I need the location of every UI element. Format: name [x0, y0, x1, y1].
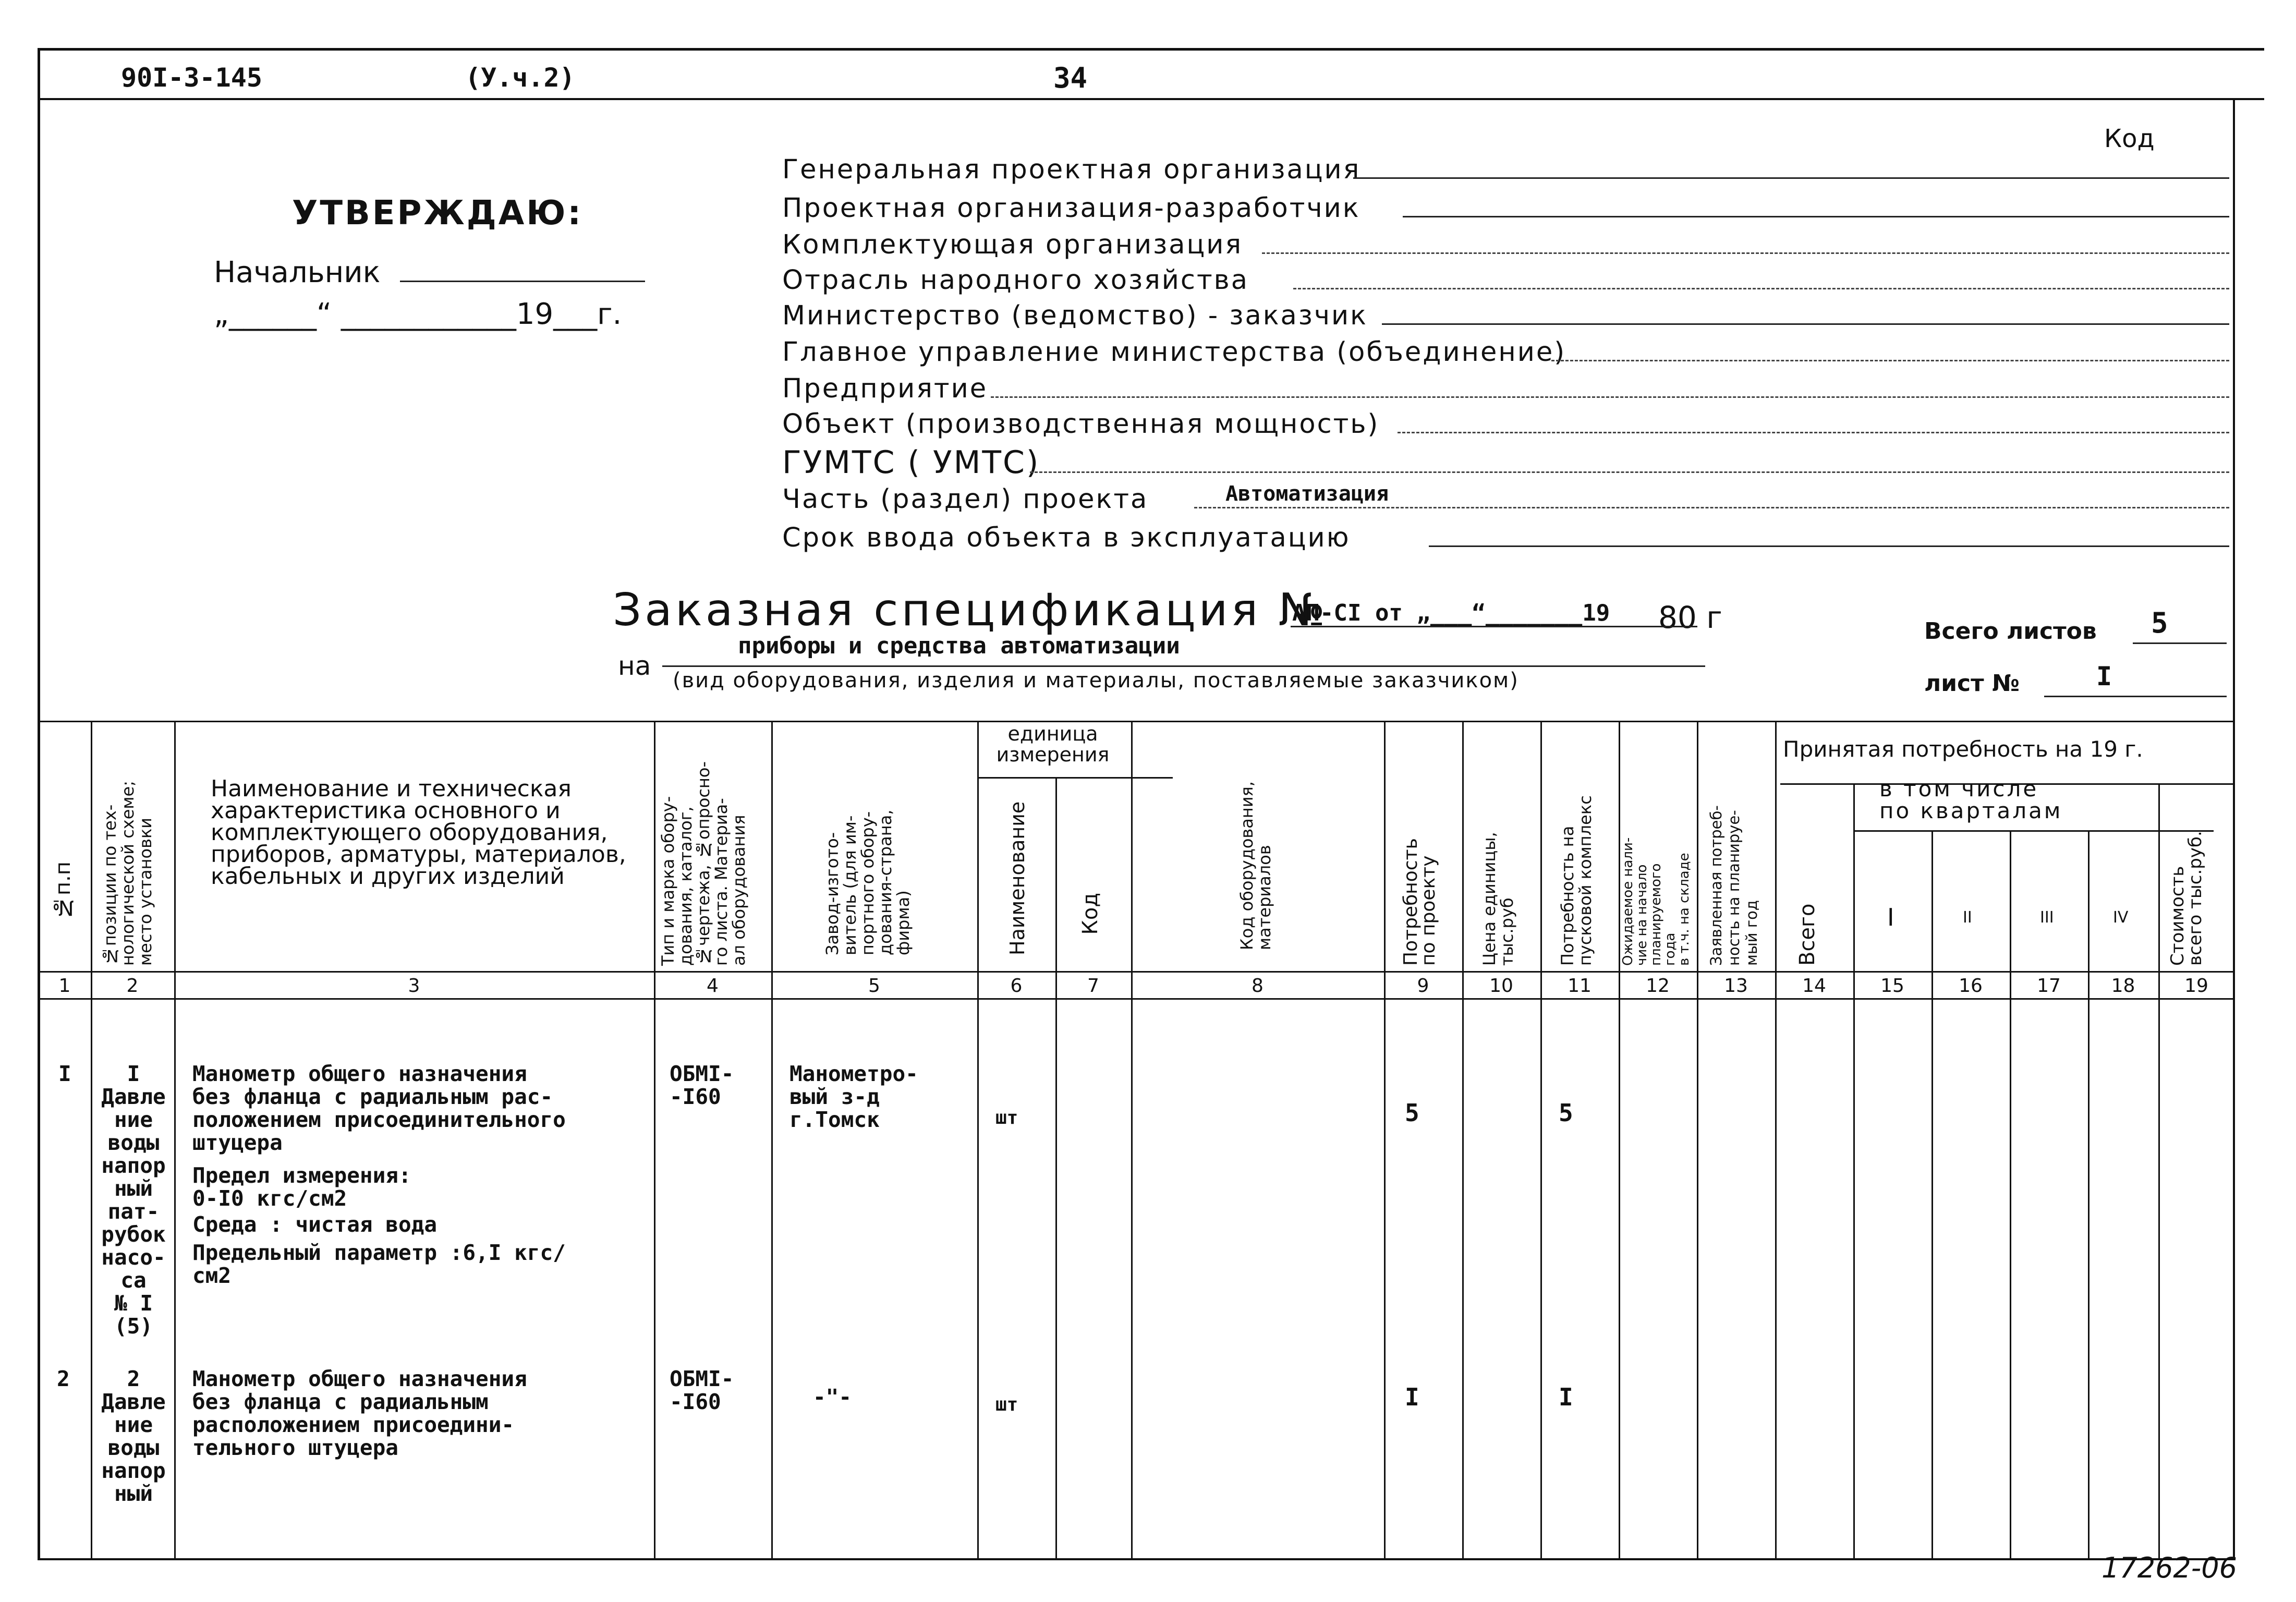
document-part: (У.ч.2) — [465, 63, 575, 93]
code-label: Код — [2104, 124, 2155, 153]
header-equipment-code: Код оборудования, материалов — [1237, 781, 1274, 950]
table-top-line — [39, 721, 2234, 722]
row-position: 2 Давле ние воды напор ный — [101, 1366, 166, 1506]
order-title: Заказная спецификация № — [613, 584, 1329, 636]
column-number: 10 — [1489, 975, 1513, 997]
column-number: 7 — [1087, 975, 1099, 997]
field-object — [782, 409, 1379, 440]
row-number: I — [58, 1061, 71, 1086]
field-line — [1398, 432, 2229, 433]
frame-top-line — [38, 48, 2264, 51]
field-line — [1382, 323, 2229, 325]
field-gumts — [782, 444, 1040, 481]
field-main-department — [782, 337, 1566, 368]
field-line — [1551, 360, 2229, 361]
row-need-complex: 5 — [1559, 1099, 1573, 1127]
header-q1: I — [1887, 903, 1894, 931]
row-need-complex: I — [1559, 1383, 1573, 1411]
order-subject: приборы и средства автоматизации — [738, 633, 1180, 659]
field-label: Министерство (ведомство) - заказчик — [782, 300, 1368, 331]
column-number: 9 — [1417, 975, 1429, 997]
column-number: 5 — [868, 975, 880, 997]
header-unit-price: Цена единицы, тыс.руб — [1479, 832, 1517, 966]
order-year: 80 г — [1658, 600, 1722, 635]
header-need-complex: Потребность на пусковой комплекс — [1558, 795, 1595, 966]
field-line — [1262, 252, 2229, 254]
field-label: Часть (раздел) проекта — [782, 484, 1149, 515]
col-divider — [654, 721, 655, 1559]
field-label: ГУМТС ( УМТС) — [782, 444, 1040, 481]
field-label: Генеральная проектная организация — [782, 154, 1361, 185]
column-number: 17 — [2037, 975, 2061, 997]
row-number: 2 — [57, 1366, 70, 1391]
row-need-project: I — [1405, 1383, 1419, 1411]
column-number: 16 — [1959, 975, 1983, 997]
field-line — [1429, 545, 2229, 547]
column-number: 13 — [1724, 975, 1748, 997]
header-name: Наименование и техническая характеристика основного и комплектующего оборудования, приборов, арматуры, материалов, кабельных и других изделий — [211, 775, 626, 890]
row-unit: шт — [995, 1107, 1018, 1128]
field-complect-org — [782, 229, 1243, 260]
header-unit-name: Наименование — [1006, 801, 1029, 955]
order-number-line — [1291, 626, 1697, 627]
column-number: 12 — [1646, 975, 1670, 997]
field-label: Объект (производственная мощность) — [782, 409, 1380, 440]
column-number: 4 — [707, 975, 719, 997]
col-divider — [2158, 783, 2160, 1559]
header-separator-line — [38, 98, 2264, 100]
sheets-total-line — [2133, 642, 2227, 644]
header-expected-stock: Ожидаемое нали- чие на начало планируемого года в т.ч. на складе — [1620, 837, 1692, 966]
column-number: 18 — [2111, 975, 2135, 997]
field-line — [1293, 288, 2229, 289]
row-type: ОБМI- -I60 — [670, 1366, 734, 1414]
approval-date: „______“ ____________19___г. — [214, 297, 622, 331]
header-position: №позиции по тех- нологической схеме; место установки — [100, 780, 155, 966]
header-q4: IV — [2113, 908, 2129, 927]
field-enterprise — [782, 373, 988, 404]
unit-group-line — [977, 777, 1173, 779]
sheet-number-value: I — [2096, 661, 2112, 691]
header-manufacturer: Завод-изгото- витель (для им- портного обору- дования-страна, фирма) — [822, 809, 913, 955]
specification-table — [39, 721, 2234, 1558]
row-manufacturer: -"- — [813, 1385, 852, 1410]
row-type: ОБМI- -I60 — [670, 1061, 734, 1109]
frame-bottom-line — [38, 1558, 2236, 1560]
row-limit: Предельный параметр :6,I кгс/ см2 — [192, 1240, 566, 1288]
header-declared-need: Заявленная потреб- ность на планируе- мый год — [1707, 805, 1760, 966]
sheets-total-value: 5 — [2151, 606, 2168, 639]
field-ministry — [782, 300, 1368, 331]
column-number: 6 — [1010, 975, 1023, 997]
col-divider — [91, 721, 92, 1559]
row-need-project: 5 — [1405, 1099, 1419, 1127]
approval-signature-line — [400, 281, 645, 282]
header-total: Всего — [1795, 903, 1819, 966]
col-divider — [1540, 721, 1542, 1559]
column-number: 19 — [2184, 975, 2208, 997]
approval-position — [214, 256, 645, 289]
field-label: Срок ввода объекта в эксплуатацию — [782, 523, 1351, 553]
col-divider — [1853, 783, 1855, 1559]
col-divider — [1055, 777, 1057, 1559]
field-general-org — [782, 154, 1360, 185]
field-line — [991, 396, 2229, 398]
column-number: 11 — [1568, 975, 1592, 997]
row-manufacturer: Манометро- вый з-д г.Томск — [789, 1061, 918, 1132]
order-number: АП-СI от „___“_______19 — [1292, 600, 1610, 626]
column-number: 3 — [408, 975, 420, 997]
col-divider — [1775, 721, 1777, 1559]
field-industry — [782, 265, 1249, 296]
column-number: 8 — [1252, 975, 1264, 997]
header-type: Тип и марка обору- дования, каталог, №чертежа, №опросно- го листа. Материа- ал оборудования — [658, 761, 749, 966]
archive-stamp: 17262-06 — [2101, 1551, 2237, 1584]
field-label: Предприятие — [782, 373, 988, 404]
header-accepted-need: Принятая потребность на 19 г. — [1783, 736, 2143, 762]
order-subject-line — [662, 665, 1705, 667]
field-label: Отрасль народного хозяйства — [782, 265, 1249, 296]
table-colnum-bottom-line — [39, 998, 2234, 1000]
row-measure-range: Предел измерения: 0-I0 кгс/см2 — [192, 1163, 411, 1211]
header-need-project: Потребность по проекту — [1400, 838, 1439, 966]
field-label: Главное управление министерства (объединение) — [782, 337, 1566, 368]
header-q3: III — [2040, 908, 2054, 927]
page-number: 34 — [1053, 62, 1088, 94]
order-na-label: на — [618, 651, 651, 681]
column-number: 15 — [1880, 975, 1904, 997]
order-subject-hint: (вид оборудования, изделия и материалы, поставляемые заказчиком) — [673, 669, 1519, 693]
column-number: 2 — [126, 975, 139, 997]
col-divider — [1931, 830, 1933, 1559]
col-divider — [1697, 721, 1698, 1559]
field-project-part — [782, 484, 1148, 515]
document-code: 90I-3-145 — [121, 63, 262, 93]
table-header-bottom-line — [39, 971, 2234, 973]
header-quarters: в том числе по кварталам — [1879, 776, 2063, 823]
row-name: Манометр общего назначения без фланца с радиальным рас- положением присоединительного штуцера — [192, 1061, 566, 1155]
col-divider — [2088, 830, 2090, 1559]
col-divider — [771, 721, 773, 1559]
field-project-part-value: Автоматизация — [1225, 482, 1389, 506]
col-divider — [977, 721, 979, 1559]
header-unit-group: единица измерения — [996, 722, 1110, 766]
field-label: Комплектующая организация — [782, 229, 1243, 260]
approval-title: УТВЕРЖДАЮ: — [292, 194, 583, 233]
field-commissioning — [782, 523, 1351, 553]
row-position: I Давле ние воды напор ный пат- рубок насо- са № I (5) — [101, 1061, 166, 1339]
header-cost: Стоимость всего тыс.руб. — [2167, 831, 2206, 966]
header-q2: II — [1963, 908, 1972, 927]
row-medium: Среда : чистая вода — [192, 1212, 437, 1237]
sheets-total-label: Всего листов — [1924, 618, 2097, 645]
field-label: Проектная организация-разработчик — [782, 193, 1360, 224]
field-line — [1194, 507, 2229, 508]
col-divider — [1462, 721, 1464, 1559]
col-divider — [2010, 830, 2011, 1559]
field-line — [1403, 216, 2229, 217]
row-name: Манометр общего назначения без фланца с радиальным расположением присоедини- тельного штуцера — [192, 1366, 527, 1460]
column-number: 1 — [58, 975, 71, 997]
column-number: 14 — [1802, 975, 1826, 997]
field-line — [1353, 177, 2229, 179]
sheet-number-label: лист № — [1924, 670, 2020, 697]
col-divider — [1131, 721, 1133, 1559]
col-divider — [1384, 721, 1386, 1559]
header-row-number: №п.п — [51, 861, 75, 920]
header-unit-code: Код — [1078, 893, 1102, 935]
col-divider — [174, 721, 176, 1559]
field-line — [1030, 471, 2229, 473]
approval-position-label: Начальник — [214, 256, 381, 289]
sheet-number-line — [2044, 696, 2227, 697]
row-unit: шт — [995, 1394, 1018, 1415]
field-project-org — [782, 193, 1360, 224]
